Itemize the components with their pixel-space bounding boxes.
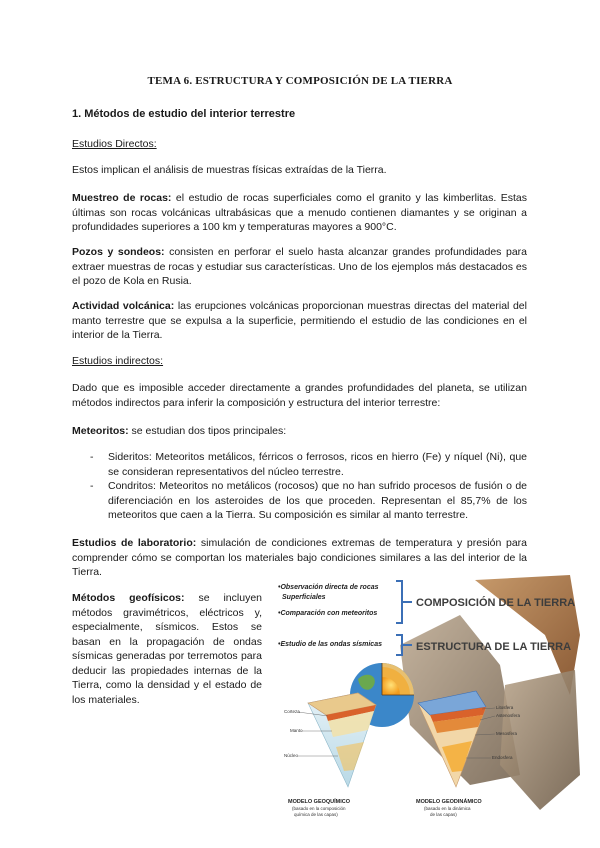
figure-bullet-ondas: •Estudio de las ondas sísmicas <box>278 641 382 648</box>
list-dash: - <box>90 451 94 463</box>
paragraph-volcanica <box>72 299 527 343</box>
figure-bullet-meteoritos: •Comparación con meteoritos <box>278 610 378 617</box>
model-geodinamico-sub2: de las capas) <box>430 812 457 817</box>
model-geoquimico-title: MODELO GEOQUÍMICO <box>288 799 351 805</box>
text-laboratorio: simulación de condiciones extremas de temperatura y presión para comprender cómo se comportan los materiales bajo condiciones similares a las del interior de la Tierra. <box>72 537 527 578</box>
model-geoquimico-sub1: (basado en la composición <box>292 806 346 811</box>
layer-label-endosfera: Endosfera <box>492 755 513 760</box>
text-meteoritos: se estudian dos tipos principales: <box>128 425 287 437</box>
label-laboratorio: Estudios de laboratorio: <box>72 537 197 549</box>
subheading-indirectos: Estudios indirectos: <box>72 355 164 367</box>
layer-label-mesosfera: Mesosfera <box>496 731 518 736</box>
model-geodinamico-sub1: (basado en la dinámica <box>424 806 471 811</box>
paragraph-geofisicos <box>72 591 262 707</box>
label-muestreo: Muestreo de rocas: <box>72 192 172 204</box>
model-geodinamico-title: MODELO GEODINÁMICO <box>416 799 482 805</box>
list-item-sideritos <box>90 450 527 479</box>
text-pozos: consisten en perforar el suelo hasta alcanzar grandes profundidades para extraer muestras de rocas y estudiar sus características. Uno de los ejemplos más destacados es el pozo de Kola en Rusia. <box>72 246 527 287</box>
layer-label-manto: Manto <box>290 728 303 733</box>
earth-structure-figure <box>270 575 580 830</box>
subheading-directos: Estudios Directos: <box>72 138 157 150</box>
list-dash: - <box>90 480 94 492</box>
paragraph-meteoritos <box>72 424 527 439</box>
layer-label-nucleo: Núcleo <box>284 753 299 758</box>
paragraph-pozos <box>72 245 527 289</box>
figure-bullet-superficiales: Superficiales <box>282 594 326 601</box>
paragraph-muestreo <box>72 191 527 235</box>
label-estructura: ESTRUCTURA DE LA TIERRA <box>416 641 572 653</box>
figure-bullet-observacion: •Observación directa de rocas <box>278 584 379 591</box>
structure-bracket <box>396 635 402 655</box>
label-volcanica: Actividad volcánica: <box>72 300 175 312</box>
geochemical-cone <box>284 693 376 817</box>
composition-bracket <box>396 581 402 623</box>
paragraph-directos-intro: Estos implican el análisis de muestras físicas extraídas de la Tierra. <box>72 164 387 176</box>
list-item-condritos <box>90 479 527 523</box>
text-geofisicos: se incluyen métodos gravimétricos, eléctricos y, especialmente, sísmicos. Estos se basan en la propagación de ondas sísmicas generadas por terremotos para deducir las propiedades internas de la Tierra, como la densidad y el estado de los materiales. <box>72 592 263 706</box>
label-pozos: Pozos y sondeos: <box>72 246 165 258</box>
list-item-text: Condritos: Meteoritos no metálicos (rocosos) que no han sufrido procesos de fusión o de diferenciación en los asteroides de los que proceden. Representan el 85,7% de los meteoritos que caen a la Tierra. Su composición es similar al manto terrestre. <box>108 480 527 521</box>
label-meteoritos: Meteoritos: <box>72 425 129 437</box>
paragraph-indirectos-intro: Dado que es imposible acceder directamente a grandes profundidades del planeta, se utilizan métodos indirectos para inferir la composición y estructura del interior terrestre: <box>72 382 527 409</box>
text-volcanica: las erupciones volcánicas proporcionan muestras directas del material del manto terrestre que se expulsa a la superficie, permitiendo el estudio de las condiciones en el interior de la Tierra. <box>72 300 527 341</box>
label-geofisicos: Métodos geofísicos: <box>72 592 185 604</box>
rock-texture <box>500 670 580 810</box>
list-item-text: Sideritos: Meteoritos metálicos, férricos o ferrosos, ricos en hierro (Fe) y níquel (Ni), que se consideran representativos del núcleo terrestre. <box>108 451 527 478</box>
text-muestreo: el estudio de rocas superficiales como el granito y las kimberlitas. Estas últimas son rocas volcánicas ultrabásicas que a menudo contienen diamantes y se originan a profundidades superiores a 100 km y temperaturas mayores a 900°C. <box>72 192 527 233</box>
meteorite-types-list <box>90 450 527 523</box>
layer-label-corteza: Corteza <box>284 709 300 714</box>
layer-label-astenosfera: Astenosfera <box>496 713 521 718</box>
document-title: TEMA 6. ESTRUCTURA Y COMPOSICIÓN DE LA TIERRA <box>147 75 453 87</box>
paragraph-laboratorio <box>72 536 527 580</box>
layer-label-litosfera: Litosfera <box>496 705 514 710</box>
label-composicion: COMPOSICIÓN DE LA TIERRA <box>416 597 576 609</box>
model-geoquimico-sub2: química de las capas) <box>294 812 338 817</box>
section-heading: 1. Métodos de estudio del interior terrestre <box>72 108 296 120</box>
